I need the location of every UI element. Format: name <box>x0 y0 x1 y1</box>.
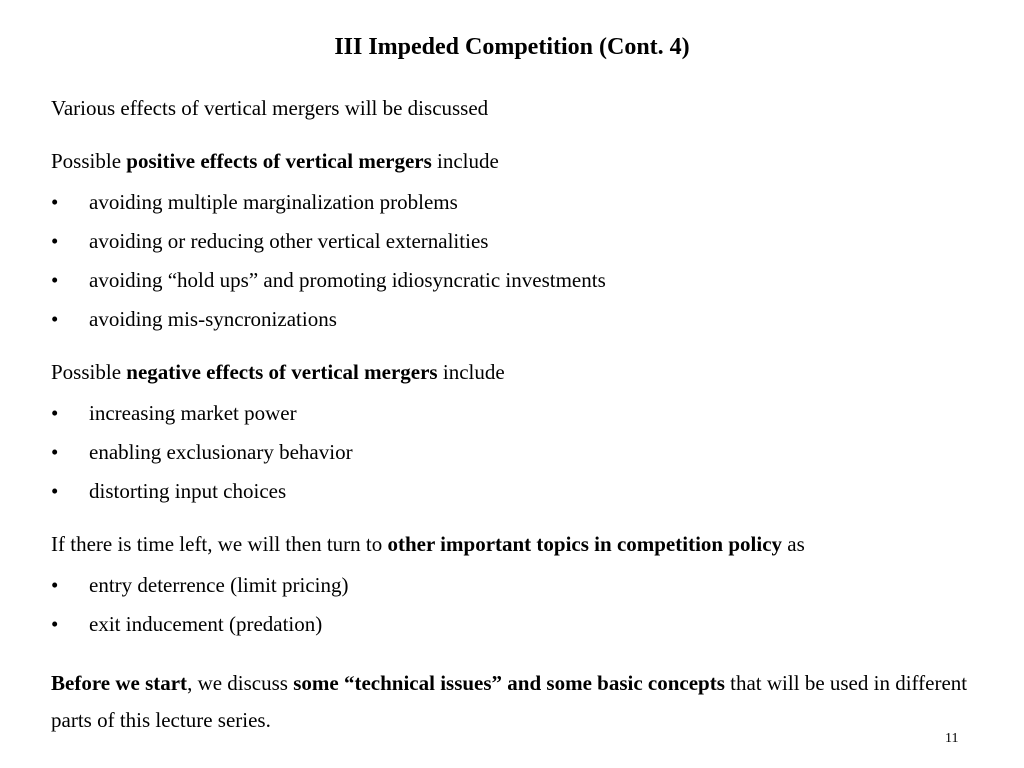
negative-bold: negative effects of vertical mergers <box>126 360 438 384</box>
other-item <box>51 570 348 600</box>
other-item <box>51 609 322 639</box>
positive-item <box>51 187 458 217</box>
other-item-text: entry deterrence (limit pricing) <box>89 573 349 597</box>
intro-text: Various effects of vertical mergers will be discussed <box>51 96 489 120</box>
positive-item <box>51 304 337 334</box>
negative-item <box>51 476 286 506</box>
bullet-icon: • <box>51 268 59 292</box>
closing-bold-concepts: some “technical issues” and some basic concepts <box>293 671 725 695</box>
negative-item <box>51 398 297 428</box>
closing-paragraph <box>51 665 981 739</box>
positive-suffix: include <box>431 149 499 173</box>
other-prefix: If there is time left, we will then turn to <box>51 532 388 556</box>
other-item-text: exit inducement (predation) <box>89 612 323 636</box>
positive-item-text: avoiding or reducing other vertical externalities <box>89 229 489 253</box>
bullet-icon: • <box>51 479 59 503</box>
positive-item-text: avoiding multiple marginalization problems <box>89 190 458 214</box>
negative-item-text: enabling exclusionary behavior <box>89 440 353 464</box>
positive-item-text: avoiding mis-syncronizations <box>89 307 337 331</box>
bullet-icon: • <box>51 573 59 597</box>
closing-text-1: , we discuss <box>187 671 294 695</box>
positive-prefix: Possible <box>51 149 127 173</box>
bullet-icon: • <box>51 190 59 214</box>
negative-suffix: include <box>437 360 505 384</box>
bullet-icon: • <box>51 229 59 253</box>
bullet-icon: • <box>51 612 59 636</box>
negative-item-text: distorting input choices <box>89 479 287 503</box>
closing-bold-start: Before we start <box>51 671 188 695</box>
page-number: 11 <box>945 731 959 746</box>
closing-text-2: that will be used in different parts of this lecture series. <box>51 671 968 732</box>
slide-title: III Impeded Competition (Cont. 4) <box>334 34 690 60</box>
bullet-icon: • <box>51 440 59 464</box>
negative-heading <box>51 357 505 387</box>
other-bold: other important topics in competition policy <box>387 532 783 556</box>
positive-item <box>51 226 488 256</box>
negative-prefix: Possible <box>51 360 127 384</box>
negative-item <box>51 437 353 467</box>
bullet-icon: • <box>51 307 59 331</box>
other-suffix: as <box>782 532 805 556</box>
positive-heading <box>51 146 499 176</box>
negative-item-text: increasing market power <box>89 401 297 425</box>
bullet-icon: • <box>51 401 59 425</box>
positive-bold: positive effects of vertical mergers <box>126 149 432 173</box>
other-heading <box>51 529 805 559</box>
positive-item-text: avoiding “hold ups” and promoting idiosyncratic investments <box>89 268 606 292</box>
positive-item <box>51 265 606 295</box>
